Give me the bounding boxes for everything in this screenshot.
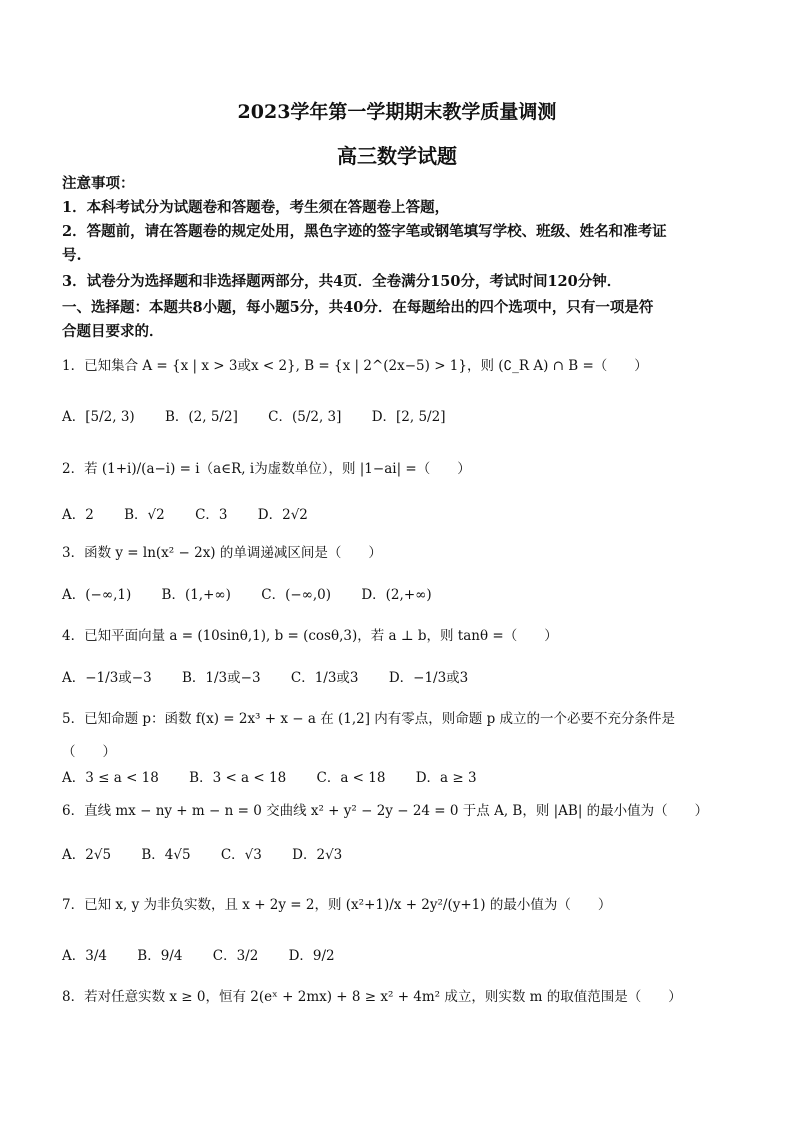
question-3-stem: 3．函数 y = ln(x² − 2x) 的单调递减区间是（ ） <box>62 545 382 561</box>
option-a: A．2√5 <box>62 847 112 863</box>
option-c: C．3/2 <box>212 948 259 964</box>
question-5-options <box>62 768 742 788</box>
note-item: 3．试卷分为选择题和非选择题两部分，共4页．全卷满分150分，考试时间120分钟． <box>62 273 622 290</box>
question-7-options <box>62 946 742 966</box>
option-d: D．2√3 <box>292 847 343 863</box>
option-b: B．(1,+∞) <box>161 587 231 603</box>
option-b: B．9/4 <box>137 948 183 964</box>
option-a: A．3 ≤ a < 18 <box>62 770 159 786</box>
notes-heading: 注意事项： <box>62 175 135 192</box>
section-heading: 一、选择题：本题共8小题，每小题5分，共40分．在每题给出的四个选项中，只有一项是符 <box>62 299 654 316</box>
option-a: A．−1/3或−3 <box>62 670 152 686</box>
note-item: 2．答题前，请在答题卷的规定处用，黑色字迹的签字笔或钢笔填写学校、班级、姓名和准考证 <box>62 223 667 240</box>
option-c: C．1/3或3 <box>290 670 359 686</box>
option-d: D．2√2 <box>257 507 308 523</box>
question-2-stem: 2．若 (1+i)/(a−i) = i（a∈R, i为虚数单位），则 |1−ai| =（ ） <box>62 461 471 477</box>
option-d: D．−1/3或3 <box>388 670 469 686</box>
note-item: 1．本科考试分为试题卷和答题卷，考生须在答题卷上答题， <box>62 199 450 216</box>
section-heading-cont: 合题目要求的． <box>62 323 164 340</box>
option-b: B．1/3或−3 <box>182 670 261 686</box>
option-b: B．√2 <box>124 507 165 523</box>
question-2-options <box>62 505 742 525</box>
exam-title: 2023学年第一学期期末教学质量调测 <box>237 101 557 123</box>
option-c: C．(5/2, 3] <box>268 409 342 425</box>
question-4-options <box>62 668 742 688</box>
question-1-stem: 1．已知集合 A = {x | x > 3或x < 2}, B = {x | 2^(2x−5) > 1}，则 (∁_R A) ∩ B =（ ） <box>62 358 648 374</box>
question-3-options <box>62 585 742 605</box>
option-a: A．2 <box>62 507 94 523</box>
option-c: C．a < 18 <box>316 770 386 786</box>
option-a: A．3/4 <box>62 948 107 964</box>
option-d: D．a ≥ 3 <box>415 770 477 786</box>
option-a: A．[5/2, 3) <box>62 409 135 425</box>
option-c: C．3 <box>195 507 228 523</box>
question-8-stem: 8．若对任意实数 x ≥ 0，恒有 2(eˣ + 2mx) + 8 ≥ x² + 4m² 成立，则实数 m 的取值范围是（ ） <box>62 989 682 1005</box>
option-d: D．[2, 5/2] <box>371 409 446 425</box>
note-item: 号. <box>62 247 82 264</box>
option-b: B．4√5 <box>141 847 191 863</box>
option-c: C．(−∞,0) <box>261 587 332 603</box>
option-d: D．9/2 <box>288 948 335 964</box>
question-5-stem-cont: （ ） <box>62 744 116 760</box>
option-c: C．√3 <box>220 847 262 863</box>
question-5-stem: 5．已知命题 p：函数 f(x) = 2x³ + x − a 在 (1,2] 内有零点，则命题 p 成立的一个必要不充分条件是 <box>62 711 676 727</box>
question-6-options <box>62 845 742 865</box>
option-a: A．(−∞,1) <box>62 587 132 603</box>
option-b: B．(2, 5/2] <box>164 409 238 425</box>
question-7-stem: 7．已知 x, y 为非负实数，且 x + 2y = 2，则 (x²+1)/x + 2y²/(y+1) 的最小值为（ ） <box>62 897 612 913</box>
question-1-options <box>62 407 742 427</box>
option-b: B．3 < a < 18 <box>189 770 287 786</box>
question-6-stem: 6．直线 mx − ny + m − n = 0 交曲线 x² + y² − 2y − 24 = 0 于点 A, B，则 |AB| 的最小值为（ ） <box>62 803 709 819</box>
question-4-stem: 4．已知平面向量 a = (10sinθ,1), b = (cosθ,3)，若 a ⊥ b，则 tanθ =（ ） <box>62 628 558 644</box>
option-d: D．(2,+∞) <box>361 587 432 603</box>
exam-subtitle: 高三数学试题 <box>337 144 457 168</box>
